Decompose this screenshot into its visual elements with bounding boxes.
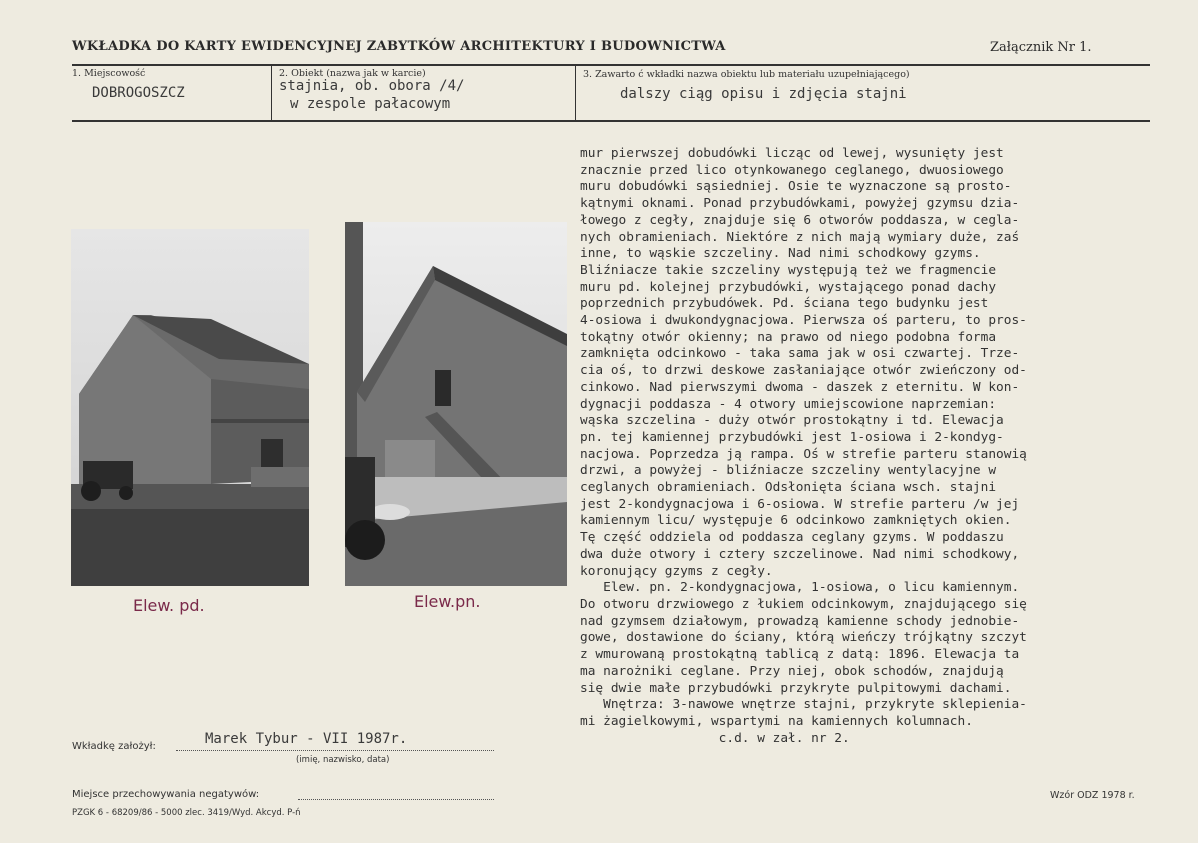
fields-bottom-rule: [72, 120, 1150, 122]
field-object-value-line2: w zespole pałacowym: [290, 96, 451, 112]
form-template: Wzór ODZ 1978 r.: [1050, 790, 1135, 801]
attachment-number: Załącznik Nr 1.: [990, 40, 1092, 55]
description-line: pn. tej kamiennej przybudówki jest 1-osiowa i 2-kondyg-: [580, 429, 1004, 445]
negatives-label: Miejsce przechowywania negatywów:: [72, 789, 260, 800]
description-line: znacznie przed lico otynkowanego ceglanego, dwuosiowego: [580, 162, 1004, 178]
description-line: muru dobudówki sąsiedniej. Osie te wyznaczone są prosto-: [580, 179, 1012, 195]
photo-caption-south: Elew. pd.: [133, 596, 205, 615]
photo-caption-north: Elew.pn.: [414, 592, 481, 611]
established-label: Wkładkę założył:: [72, 741, 156, 752]
description-line: wąska szczelina - duży otwór prostokątny i td. Elewacja: [580, 413, 1004, 429]
established-hint: (imię, nazwisko, data): [296, 755, 390, 765]
description-line: mur pierwszej dobudówki licząc od lewej, wysunięty jest: [580, 146, 1004, 161]
description-line: ma narożniki ceglane. Przy niej, obok schodów, znajdują: [580, 663, 1004, 679]
description-line: inne, to wąskie szczeliny. Nad nimi schodkowy gzyms.: [580, 246, 981, 262]
field-contents-value: dalszy ciąg opisu i zdjęcia stajni: [620, 86, 907, 102]
description-line: nacjowa. Poprzedza ją rampa. Oś w strefie parteru stanowią: [580, 446, 1027, 462]
description-line: kątnymi oknami. Ponad przybudówkami, powyżej gzymsu dzia-: [580, 196, 1020, 212]
field-contents-label: 3. Zawarto ć wkładki nazwa obiektu lub materiału uzupełniającego): [583, 69, 910, 80]
description-line: Tę część oddziela od poddasza ceglany gzyms. W poddaszu: [580, 530, 1004, 546]
field-locality-value: DOBROGOSZCZ: [92, 85, 185, 101]
description-line: zamknięta odcinkowo - taka sama jak w osi czwartej. Trze-: [580, 346, 1020, 362]
description-line: nad gzymsem działowym, prowadzą kamienne schody jednobie-: [580, 613, 1020, 629]
established-value: Marek Tybur - VII 1987r.: [205, 731, 408, 747]
description-line: c.d. w zał. nr 2.: [580, 730, 850, 746]
description-line: Do otworu drzwiowego z łukiem odcinkowym, znajdującego się: [580, 596, 1027, 612]
description-line: cia oś, to drzwi deskowe zasłaniające otwór zwieńczony od-: [580, 363, 1027, 379]
description-line: cinkowo. Nad pierwszymi dwoma - daszek z eternitu. W kon-: [580, 379, 1020, 395]
field-locality-label: 1. Miejscowość: [72, 68, 146, 79]
description-line: kamiennym licu/ występuje 6 odcinkowo zamkniętych okien.: [580, 513, 1012, 529]
form-title: WKŁADKA DO KARTY EWIDENCYJNEJ ZABYTKÓW ARCHITEKTURY I BUDOWNICTWA: [72, 39, 726, 54]
description-line: nych obramieniach. Niektóre z nich mają wymiary duże, zaś: [580, 229, 1020, 245]
description-line: tokątny otwór okienny; na prawo od niego podobna forma: [580, 329, 997, 345]
print-info: PZGK 6 - 68209/86 - 5000 zlec. 3419/Wyd. Akcyd. P-ń: [72, 808, 301, 818]
description-line: mi żagielkowymi, wspartymi na kamiennych kolumnach.: [580, 713, 973, 729]
field-object-label: 2. Obiekt (nazwa jak w karcie): [279, 68, 426, 79]
field-divider-1: [271, 66, 272, 120]
description-line: z wmurowaną prostokątną tablicą z datą: 1896. Elewacja ta: [580, 647, 1020, 663]
photo-south-elevation: [71, 229, 309, 586]
description-line: dygnacji poddasza - 4 otwory umiejscowione naprzemian:: [580, 396, 997, 412]
established-dotline: [176, 750, 494, 751]
description-line: Wnętrza: 3-nawowe wnętrze stajni, przykryte sklepienia-: [580, 697, 1027, 713]
barn-photo-2-icon: [345, 222, 567, 586]
header-rule: [72, 64, 1150, 66]
description-line: Bliźniacze takie szczeliny występują też we fragmencie: [580, 262, 997, 278]
description-line: Elew. pn. 2-kondygnacjowa, 1-osiowa, o licu kamiennym.: [580, 580, 1020, 596]
barn-photo-1-icon: [71, 229, 309, 586]
description-line: jest 2-kondygnacjowa i 6-osiowa. W strefie parteru /w jej: [580, 496, 1020, 512]
description-line: ceglanych obramieniach. Odsłonięta ściana wsch. stajni: [580, 480, 997, 496]
field-divider-2: [575, 66, 576, 120]
description-line: poprzednich przybudówek. Pd. ściana tego budynku jest: [580, 296, 989, 312]
negatives-dotline: [298, 799, 494, 800]
field-object-value-line1: stajnia, ob. obora /4/: [279, 78, 465, 94]
description-line: gowe, dostawione do ściany, którą wieńczy trójkątny szczyt: [580, 630, 1027, 646]
description-line: łowego z cegły, znajduje się 6 otworów poddasza, w cegla-: [580, 212, 1020, 228]
description-line: dwa duże otwory i cztery szczelinowe. Nad nimi schodkowy,: [580, 546, 1020, 562]
description-line: muru pd. kolejnej przybudówki, wystającego ponad dachy: [580, 279, 997, 295]
description-line: 4-osiowa i dwukondygnacjowa. Pierwsza oś parteru, to pros-: [580, 313, 1027, 329]
description-line: się dwie małe przybudówki przykryte pulpitowymi dachami.: [580, 680, 1012, 696]
description-text: [580, 146, 1170, 747]
photo-north-elevation: [345, 222, 567, 586]
description-line: drzwi, a powyżej - bliźniacze szczeliny wentylacyjne w: [580, 463, 997, 479]
description-line: koronujący gzyms z cegły.: [580, 563, 773, 579]
